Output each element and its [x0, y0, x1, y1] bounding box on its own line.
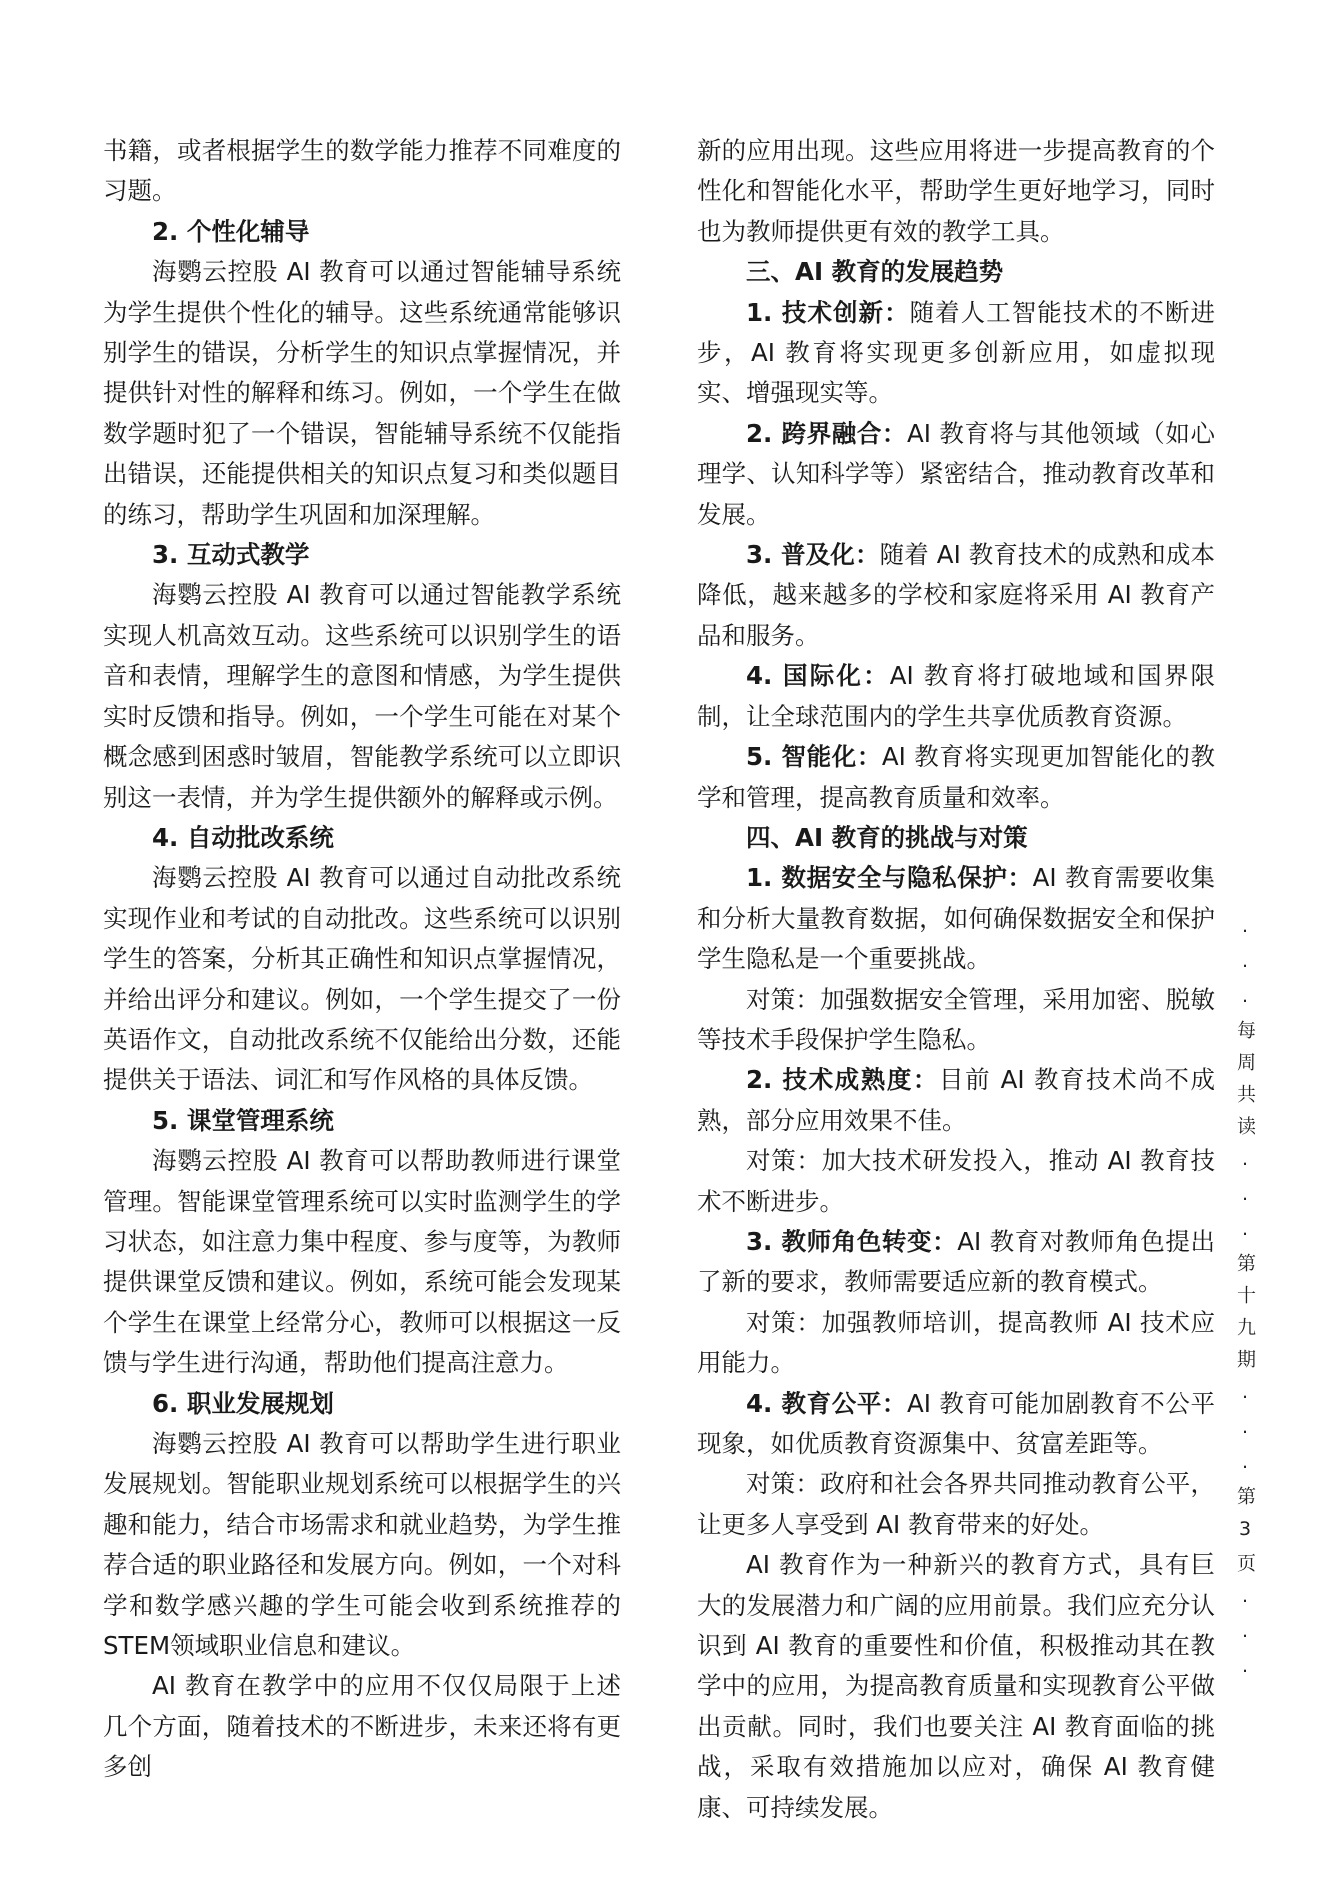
item-text: 随着 AI 教育技术的成熟和成本降低，越来越多的学校和家庭将采用 AI 教育产品和服务。 [697, 540, 1215, 650]
paragraph: AI 教育在教学中的应用不仅仅局限于上述几个方面，随着技术的不断进步，未来还将有更多创 [103, 1671, 621, 1782]
trend-item [697, 737, 1215, 818]
countermeasure: 对策：加强数据安全管理，采用加密、脱敏等技术手段保护学生隐私。 [697, 984, 1215, 1054]
section-heading: 5. 课堂管理系统 [152, 1105, 334, 1135]
item-label: 3. 普及化： [746, 540, 880, 570]
challenge-item [697, 1384, 1215, 1465]
item-label: 2. 跨界融合： [746, 418, 908, 448]
trend-item [697, 535, 1215, 656]
item-text: AI 教育可能加剧教育不公平现象，如优质教育资源集中、贫富差距等。 [697, 1388, 1215, 1458]
section-heading: 6. 职业发展规划 [152, 1388, 334, 1418]
paragraph: 书籍，或者根据学生的数学能力推荐不同难度的习题。 [103, 136, 621, 206]
left-column [103, 131, 621, 1788]
item-text: AI 教育将实现更加智能化的教学和管理，提高教育质量和效率。 [697, 742, 1215, 812]
paragraph: 海鹦云控股 AI 教育可以通过智能教学系统实现人机高效互动。这些系统可以识别学生的语音和表情，理解学生的意图和情感，为学生提供实时反馈和指导。例如，一个学生可能在对某个概念感到困惑时皱眉，智能教学系统可以立即识别这一表情，并为学生提供额外的解释或示例。 [103, 580, 621, 812]
section-heading: 2. 个性化辅导 [152, 216, 310, 246]
item-text: AI 教育需要收集和分析大量教育数据，如何确保数据安全和保护学生隐私是一个重要挑战。 [697, 863, 1215, 974]
item-label: 2. 技术成熟度： [746, 1065, 940, 1095]
section-heading: 四、AI 教育的挑战与对策 [746, 822, 1028, 852]
trend-item [697, 414, 1215, 535]
paragraph: 海鹦云控股 AI 教育可以通过自动批改系统实现作业和考试的自动批改。这些系统可以识别学生的答案，分析其正确性和知识点掌握情况，并给出评分和建议。例如，一个学生提交了一份英语作文，自动批改系统不仅能给出分数，还能提供关于语法、词汇和写作风格的具体反馈。 [103, 863, 621, 1095]
item-text: 随着人工智能技术的不断进步，AI 教育将实现更多创新应用，如虚拟现实、增强现实等。 [697, 297, 1216, 408]
challenge-item [697, 1222, 1215, 1303]
challenge-item [697, 1060, 1215, 1141]
section-heading: 4. 自动批改系统 [152, 822, 334, 852]
item-text: AI 教育对教师角色提出了新的要求，教师需要适应新的教育模式。 [697, 1226, 1215, 1297]
section-heading: 三、AI 教育的发展趋势 [746, 257, 1004, 287]
item-text: 目前 AI 教育技术尚不成熟，部分应用效果不佳。 [697, 1065, 1216, 1135]
conclusion-paragraph: AI 教育作为一种新兴的教育方式，具有巨大的发展潜力和广阔的应用前景。我们应充分认识到 AI 教育的重要性和价值，积极推动其在教学中的应用，为提高教育质量和实现教育公平做出贡献。同时，我们也要关注 AI 教育面临的挑战，采取有效措施加以应对，确保 AI 教育健康、可持续发展。 [697, 1550, 1215, 1822]
item-label: 4. 教育公平： [746, 1388, 908, 1418]
item-label: 1. 数据安全与隐私保护： [746, 863, 1033, 893]
section-heading: 3. 互动式教学 [152, 540, 310, 570]
paragraph: 海鹦云控股 AI 教育可以帮助学生进行职业发展规划。智能职业规划系统可以根据学生的兴趣和能力，结合市场需求和就业趋势，为学生推荐合适的职业路径和发展方向。例如，一个对科学和数学感兴趣的学生可能会收到系统推荐的 STEM领域职业信息和建议。 [103, 1429, 621, 1661]
countermeasure: 对策：加强教师培训，提高教师 AI 技术应用能力。 [697, 1307, 1215, 1378]
item-label: 5. 智能化： [746, 742, 882, 772]
item-label: 1. 技术创新： [746, 297, 910, 327]
paragraph: 海鹦云控股 AI 教育可以通过智能辅导系统为学生提供个性化的辅导。这些系统通常能够识别学生的错误，分析学生的知识点掌握情况，并提供针对性的解释和练习。例如，一个学生在做数学题时犯了一个错误，智能辅导系统不仅能指出错误，还能提供相关的知识点复习和类似题目的练习，帮助学生巩固和加深理解。 [103, 257, 621, 529]
margin-note: ...每周共读...第十九期...第3页... [1234, 915, 1256, 1690]
paragraph: 海鹦云控股 AI 教育可以帮助教师进行课堂管理。智能课堂管理系统可以实时监测学生的学习状态，如注意力集中程度、参与度等，为教师提供课堂反馈和建议。例如，系统可能会发现某个学生在课堂上经常分心，教师可以根据这一反馈与学生进行沟通，帮助他们提高注意力。 [103, 1146, 621, 1378]
right-column [697, 131, 1215, 1828]
countermeasure: 对策：政府和社会各界共同推动教育公平，让更多人享受到 AI 教育带来的好处。 [697, 1469, 1215, 1539]
item-label: 3. 教师角色转变： [746, 1226, 958, 1256]
trend-item [697, 656, 1215, 737]
countermeasure: 对策：加大技术研发投入，推动 AI 教育技术不断进步。 [697, 1146, 1215, 1216]
paragraph: 新的应用出现。这些应用将进一步提高教育的个性化和智能化水平，帮助学生更好地学习，同时也为教师提供更有效的教学工具。 [697, 136, 1215, 246]
trend-item [697, 293, 1215, 414]
item-label: 4. 国际化： [746, 661, 890, 691]
item-text: AI 教育将与其他领域（如心理学、认知科学等）紧密结合，推动教育改革和发展。 [697, 418, 1215, 529]
challenge-item [697, 858, 1215, 979]
item-text: AI 教育将打破地域和国界限制，让全球范围内的学生共享优质教育资源。 [697, 661, 1215, 731]
